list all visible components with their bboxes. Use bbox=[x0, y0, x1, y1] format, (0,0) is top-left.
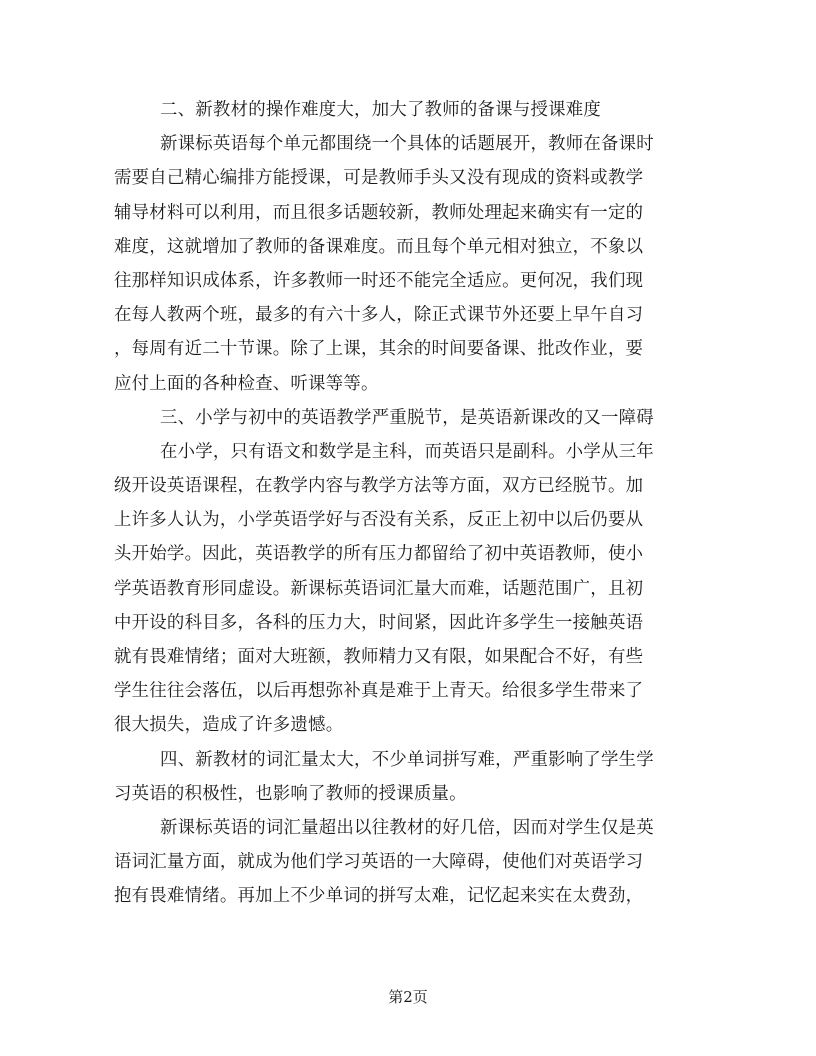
text-line: 上许多人认为，小学英语学好与否没有关系，反正上初中以后仍要从 bbox=[114, 510, 644, 531]
text-line: 难度，这就增加了教师的备课难度。而且每个单元相对独立，不象以 bbox=[114, 236, 644, 257]
text-line: ，每周有近二十节课。除了上课，其余的时间要备课、批改作业，要 bbox=[114, 339, 644, 360]
text-line: 就有畏难情绪；面对大班额，教师精力又有限，如果配合不好，有些 bbox=[114, 647, 644, 667]
text-line: 学英语教育形同虚设。新课标英语词汇量大而难，话题范围广，且初 bbox=[114, 578, 644, 599]
text-line: 三、小学与初中的英语教学严重脱节，是英语新课改的又一障碍 bbox=[160, 407, 654, 428]
text-line: 在每人教两个班，最多的有六十多人，除正式课节外还要上早午自习 bbox=[114, 305, 644, 326]
text-line: 语词汇量方面，就成为他们学习英语的一大障碍，使他们对英语学习 bbox=[114, 852, 644, 873]
text-line: 四、新教材的词汇量太大，不少单词拼写难，严重影响了学生学 bbox=[160, 749, 654, 770]
text-line: 在小学，只有语文和数学是主科，而英语只是副科。小学从三年 bbox=[160, 441, 654, 462]
text-line: 习英语的积极性，也影响了教师的授课质量。 bbox=[114, 783, 467, 804]
page-number: 第2页 bbox=[388, 988, 428, 1006]
text-line: 很大损失，造成了许多遗憾。 bbox=[114, 715, 344, 736]
text-line: 中开设的科目多，各科的压力大，时间紧，因此许多学生一接触英语 bbox=[114, 612, 644, 633]
text-line: 二、新教材的操作难度大，加大了教师的备课与授课难度 bbox=[160, 100, 602, 120]
text-line: 头开始学。因此，英语教学的所有压力都留给了初中英语教师，使小 bbox=[114, 544, 644, 565]
text-line: 新课标英语的词汇量超出以往教材的好几倍，因而对学生仅是英 bbox=[160, 817, 654, 838]
text-line: 需要自己精心编排方能授课，可是教师手头又没有现成的资料或教学 bbox=[114, 168, 644, 189]
text-line: 往那样知识成体系，许多教师一时还不能完全适应。更何况，我们现 bbox=[114, 270, 644, 291]
document-body bbox=[114, 93, 702, 914]
text-line: 辅导材料可以利用，而且很多话题较新，教师处理起来确实有一定的 bbox=[114, 202, 644, 223]
text-line: 学生往往会落伍，以后再想弥补真是难于上青天。给很多学生带来了 bbox=[114, 681, 644, 702]
text-line: 级开设英语课程，在教学内容与教学方法等方面，双方已经脱节。加 bbox=[114, 476, 644, 497]
text-line: 新课标英语每个单元都围绕一个具体的话题展开，教师在备课时 bbox=[160, 134, 654, 155]
text-line: 抱有畏难情绪。再加上不少单词的拼写太难，记忆起来实在太费劲， bbox=[114, 886, 644, 907]
text-line: 应付上面的各种检查、听课等等。 bbox=[114, 373, 379, 394]
